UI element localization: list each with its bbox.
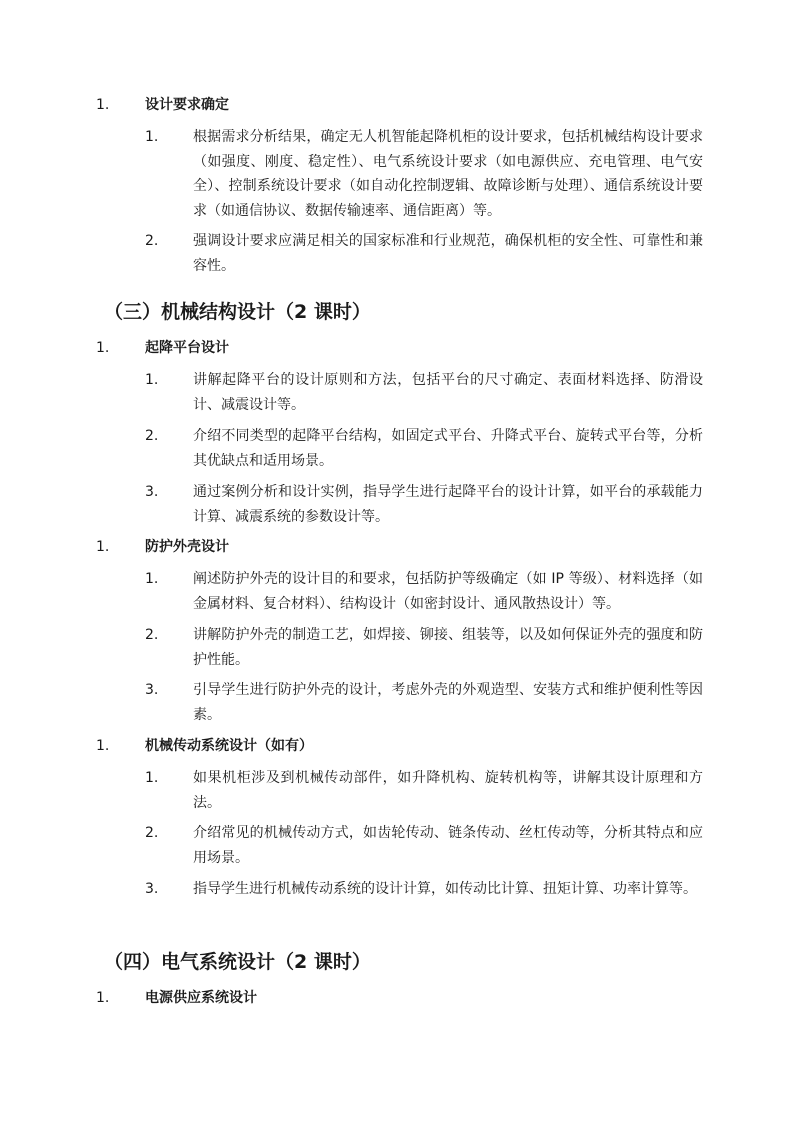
- list-number: 1.: [96, 539, 110, 555]
- list-number: 2.: [145, 233, 159, 249]
- list-number: 3.: [145, 682, 159, 698]
- list-number: 1.: [145, 129, 159, 145]
- list-item-text: 讲解起降平台的设计原则和方法，包括平台的尺寸确定、表面材料选择、防滑设计、减震设计等。: [193, 372, 703, 413]
- list-item-text: 如果机柜涉及到机械传动部件，如升降机构、旋转机构等，讲解其设计原理和方法。: [193, 770, 703, 811]
- list-number: 3.: [145, 881, 159, 897]
- list-number: 1.: [96, 990, 110, 1006]
- list-item-text: 根据需求分析结果，确定无人机智能起降机柜的设计要求，包括机械结构设计要求（如强度、刚度、稳定性）、电气系统设计要求（如电源供应、充电管理、电气安全）、控制系统设计要求（如自动化控制逻辑、故障诊断与处理）、通信系统设计要求（如通信协议、数据传输速率、通信距离）等。: [193, 129, 703, 219]
- heading-text: 电源供应系统设计: [145, 990, 257, 1006]
- heading-text: 起降平台设计: [145, 340, 229, 356]
- heading-text: 机械传动系统设计（如有）: [145, 738, 313, 754]
- heading-text: 防护外壳设计: [145, 539, 229, 555]
- list-number: 2.: [145, 627, 159, 643]
- section-title-electrical: （四）电气系统设计（2 课时）: [104, 951, 371, 973]
- list-item-text: 阐述防护外壳的设计目的和要求，包括防护等级确定（如 IP 等级）、材料选择（如金属材料、复合材料）、结构设计（如密封设计、通风散热设计）等。: [193, 571, 703, 612]
- list-number: 1.: [96, 738, 110, 754]
- list-item-text: 讲解防护外壳的制造工艺，如焊接、铆接、组装等，以及如何保证外壳的强度和防护性能。: [193, 627, 703, 668]
- heading-text: 设计要求确定: [145, 97, 229, 113]
- list-number: 1.: [145, 770, 159, 786]
- list-number: 3.: [145, 484, 159, 500]
- list-item-text: 介绍常见的机械传动方式，如齿轮传动、链条传动、丝杠传动等，分析其特点和应用场景。: [193, 825, 703, 866]
- list-number: 1.: [145, 571, 159, 587]
- list-item-text: 引导学生进行防护外壳的设计，考虑外壳的外观造型、安装方式和维护便利性等因素。: [193, 682, 703, 723]
- list-number: 2.: [145, 428, 159, 444]
- list-number: 1.: [96, 340, 110, 356]
- list-item-text: 通过案例分析和设计实例，指导学生进行起降平台的设计计算，如平台的承载能力计算、减震系统的参数设计等。: [193, 484, 703, 525]
- list-item-text: 介绍不同类型的起降平台结构，如固定式平台、升降式平台、旋转式平台等，分析其优缺点和适用场景。: [193, 428, 703, 469]
- list-item-text: 指导学生进行机械传动系统的设计计算，如传动比计算、扭矩计算、功率计算等。: [193, 881, 697, 897]
- section-title-mechanical: （三）机械结构设计（2 课时）: [104, 301, 371, 323]
- list-item-text: 强调设计要求应满足相关的国家标准和行业规范，确保机柜的安全性、可靠性和兼容性。: [193, 233, 703, 274]
- list-number: 1.: [96, 97, 110, 113]
- list-number: 2.: [145, 825, 159, 841]
- list-number: 1.: [145, 372, 159, 388]
